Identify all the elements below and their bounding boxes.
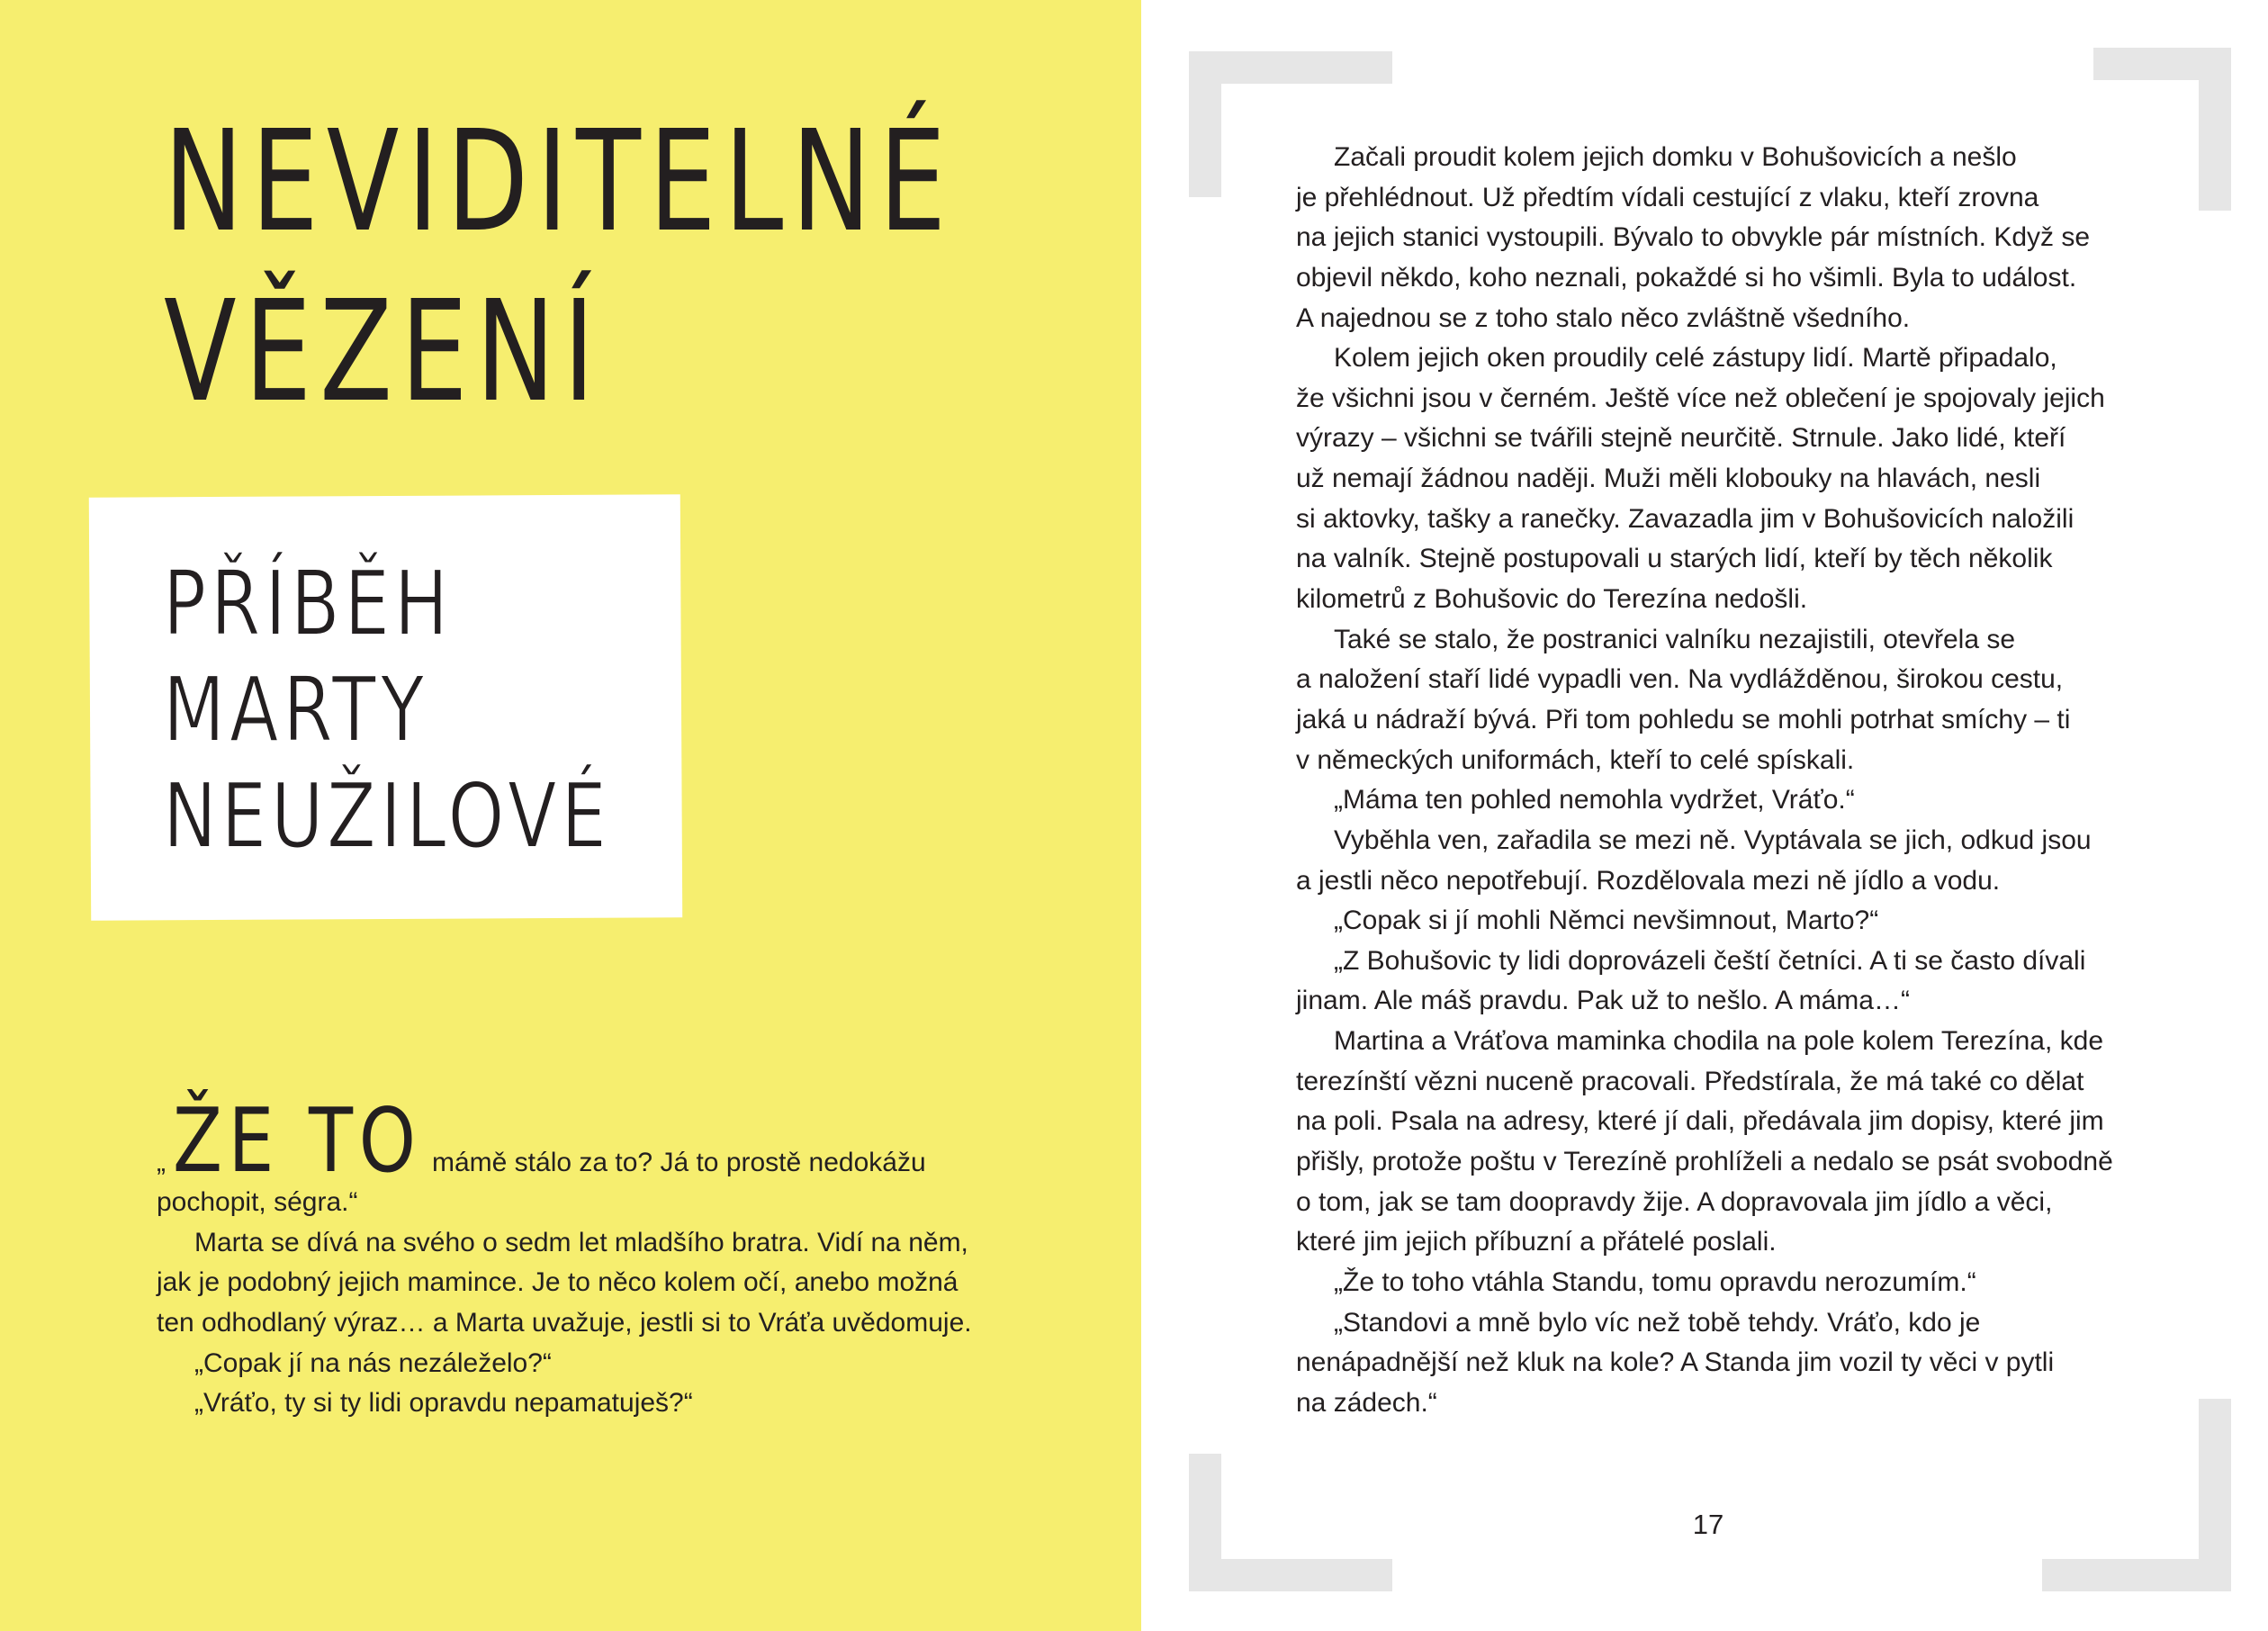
paragraph — [1296, 780, 2196, 821]
chapter-subtitle-line: PŘÍBĚH — [163, 551, 453, 656]
text-line: „Copak jí na nás nezáleželo?“ — [194, 1347, 552, 1378]
text-line: na poli. Psala na adresy, které jí dali, předávala jim dopisy, které jim — [1296, 1106, 2104, 1137]
chapter-title — [164, 96, 954, 437]
page-number: 17 — [1692, 1509, 1724, 1540]
text-line: Kolem jejich oken proudily celé zástupy lidí. Martě připadalo, — [1334, 343, 2057, 374]
opening-quote-mark: „ — [157, 1148, 166, 1177]
text-line: „Vráťo, ty si ty lidi opravdu nepamatuješ?“ — [194, 1388, 693, 1419]
opening-line — [157, 1090, 926, 1193]
text-line: Začali proudit kolem jejich domku v Bohušovicích a nešlo — [1334, 142, 2017, 172]
corner-bracket-bottom-left — [1189, 1454, 1392, 1591]
paragraph — [1296, 138, 2196, 338]
text-line: na zádech.“ — [1296, 1387, 1437, 1418]
paragraph — [157, 1223, 1111, 1344]
paragraph — [1296, 1303, 2196, 1424]
chapter-subtitle-line: MARTY — [163, 657, 429, 762]
paragraph — [1296, 942, 2196, 1022]
chapter-title-line: NEVIDITELNÉ — [164, 100, 955, 263]
text-line: „Z Bohušovic ty lidi doprovázeli čeští četníci. A ti se často dívali — [1334, 945, 2086, 976]
text-line: jak je podobný jejich mamince. Je to něco kolem očí, anebo možná — [157, 1267, 958, 1298]
text-line: na valník. Stejně postupovali u starých lidí, kteří by těch několik — [1296, 544, 2053, 574]
text-line: Také se stalo, že postranici valníku nezajistili, otevřela se — [1334, 624, 2016, 654]
text-line: „Máma ten pohled nemohla vydržet, Vráťo.“ — [1334, 785, 1855, 816]
text-line: nenápadnější než kluk na kole? A Standa jim vozil ty věci v pytli — [1296, 1347, 2055, 1378]
corner-bracket-bottom-right — [2042, 1399, 2231, 1591]
paragraph — [1296, 620, 2196, 781]
text-line: které jim jejich příbuzní a přátelé poslali. — [1296, 1227, 1777, 1257]
text-line: je přehlédnout. Už předtím vídali cestující z vlaku, kteří zrovna — [1296, 182, 2039, 212]
chapter-subtitle-line: NEUŽILOVÉ — [163, 763, 611, 869]
text-line: a naložení staří lidé vypadli ven. Na vydlážděnou, širokou cestu, — [1296, 664, 2064, 695]
text-line: v německých uniformách, kteří to celé spískali. — [1296, 744, 1855, 775]
paragraph — [157, 1383, 1111, 1424]
text-line: ten odhodlaný výraz… a Marta uvažuje, jestli si to Vráťa uvědomuje. — [157, 1307, 972, 1338]
text-line: „Standovi a mně bylo víc než tobě tehdy. Vráťo, kdo je — [1334, 1307, 1981, 1338]
right-page — [1141, 0, 2268, 1631]
chapter-subtitle — [163, 551, 611, 870]
paragraph — [1296, 901, 2196, 942]
paragraph — [157, 1344, 1111, 1384]
text-line: „Copak si jí mohli Němci nevšimnout, Marto?“ — [1334, 906, 1879, 936]
text-line: už nemají žádnou naději. Muži měli klobouky na hlavách, nesli — [1296, 464, 2041, 494]
text-line: terezínští vězni nuceně pracovali. Předstírala, že má také co dělat — [1296, 1066, 2084, 1096]
text-line: jaká u nádraží bývá. Při tom pohledu se mohli potrhat smíchy – ti — [1296, 704, 2071, 734]
text-line: si aktovky, tašky a ranečky. Zavazadla jim v Bohušovicích naložili — [1296, 503, 2074, 534]
text-line: výrazy – všichni se tvářili stejně neurčitě. Strnule. Jako lidé, kteří — [1296, 423, 2066, 454]
text-line: Marta se dívá na svého o sedm let mladšího bratra. Vidí na něm, — [194, 1227, 968, 1257]
right-page-body — [1296, 138, 2196, 1424]
text-line: že všichni jsou v černém. Ještě více než oblečení je spojovaly jejich — [1296, 383, 2105, 413]
chapter-title-line: VĚZENÍ — [164, 270, 603, 433]
opening-lead-words: ŽE TO — [173, 1090, 422, 1193]
text-line: „Že to toho vtáhla Standu, tomu opravdu nerozumím.“ — [1334, 1266, 1976, 1297]
text-line: A najednou se z toho stalo něco zvláštně všedního. — [1296, 302, 1911, 333]
text-line: přišly, protože poštu v Terezíně prohlíželi a nedalo se psát svobodně — [1296, 1147, 2113, 1177]
opening-line-rest: mámě stálo za to? Já to prostě nedokážu — [432, 1148, 926, 1177]
text-line: jinam. Ale máš pravdu. Pak už to nešlo. A máma…“ — [1296, 986, 1910, 1016]
text-line: o tom, jak se tam doopravdy žije. A dopravovala jim jídlo a věci, — [1296, 1186, 2053, 1217]
text-line: pochopit, ségra.“ — [157, 1187, 358, 1217]
text-line: na jejich stanici vystoupili. Bývalo to obvykle pár místních. Když se — [1296, 222, 2091, 253]
text-line: a jestli něco nepotřebují. Rozdělovala mezi ně jídlo a vodu. — [1296, 865, 2001, 896]
paragraph — [1296, 338, 2196, 619]
left-page-body — [157, 1183, 1111, 1424]
paragraph — [1296, 1263, 2196, 1303]
text-line: Martina a Vráťova maminka chodila na pole kolem Terezína, kde — [1334, 1026, 2104, 1057]
text-line: kilometrů z Bohušovic do Terezína nedošli. — [1296, 584, 1808, 615]
paragraph — [1296, 821, 2196, 901]
paragraph — [1296, 1022, 2196, 1263]
text-line: Vyběhla ven, zařadila se mezi ně. Vyptávala se jich, odkud jsou — [1334, 825, 2092, 855]
text-line: objevil někdo, koho neznali, pokaždé si ho všimli. Byla to událost. — [1296, 262, 2077, 293]
